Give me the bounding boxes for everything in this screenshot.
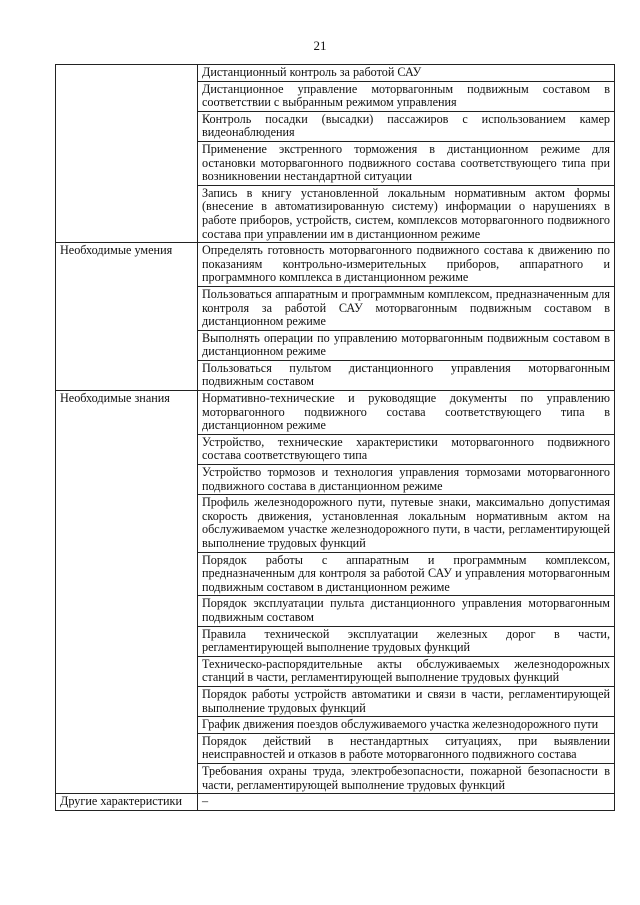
requirement-text: Определять готовность моторвагонного подвижного состава к движению по показаниям контрольно-измерительных приборов, аппаратного и программного комплекса в дистанционном режиме: [202, 243, 610, 285]
requirement-cell: [198, 465, 615, 495]
requirement-text: Применение экстренного торможения в дистанционном режиме для остановки моторвагонного подвижного состава соответствующего типа при возникновении нестандартной ситуации: [202, 141, 610, 184]
table-row: [56, 65, 615, 82]
section-label-cell: [56, 794, 198, 811]
requirement-text: Запись в книгу установленной локальным нормативным актом формы (внесение в автоматизированную систему) информации о нарушениях в работе приборов, устройств, систем, комплексов моторвагонного подвижного состава при управлении им в дистанционном режиме: [202, 185, 610, 241]
requirement-cell: [198, 330, 615, 360]
requirement-text: Устройство тормозов и технология управления тормозами моторвагонного подвижного состава в дистанционном режиме: [202, 465, 610, 493]
requirement-text: Правила технической эксплуатации железных дорог в части, регламентирующей выполнение трудовых функций: [202, 626, 610, 655]
requirement-text: Порядок работы устройств автоматики и связи в части, регламентирующей выполнение трудовых функций: [202, 686, 610, 715]
requirement-text: График движения поездов обслуживаемого участка железнодорожного пути: [202, 717, 599, 732]
requirement-cell: [198, 65, 615, 82]
requirement-text: Пользоваться пультом дистанционного управления моторвагонным подвижным составом: [202, 360, 610, 389]
section-label-cell: [56, 391, 198, 794]
requirement-cell: [198, 656, 615, 686]
requirement-text: Нормативно-технические и руководящие документы по управлению моторвагонного подвижного состава соответствующего типа в дистанционном режиме: [202, 391, 610, 433]
requirement-text: Дистанционное управление моторвагонным подвижным составом в соответствии с выбранным режимом управления: [202, 81, 610, 110]
requirement-text: Порядок действий в нестандартных ситуациях, при выявлении неисправностей и отказов в работе моторвагонного подвижного состава: [202, 733, 610, 762]
section-label: Необходимые умения: [60, 243, 173, 258]
requirement-text: Пользоваться аппаратным и программным комплексом, предназначенным для контроля за работой САУ моторвагонным подвижным составом в дистанционном режиме: [202, 286, 610, 329]
requirement-text: Профиль железнодорожного пути, путевые знаки, максимально допустимая скорость движения, установленная локальным нормативным актом на обслуживаемом участке железнодорожного пути, в части, регламентирующей выполнение трудовых функций: [202, 495, 610, 550]
requirement-cell: [198, 733, 615, 763]
requirement-cell: [198, 686, 615, 716]
section-label: Другие характеристики: [60, 794, 182, 809]
table-row: [56, 794, 615, 811]
requirement-cell: [198, 243, 615, 287]
requirement-text: Порядок работы с аппаратным и программным комплексом, предназначенным для контроля за работой САУ и управления моторвагонным подвижным составом в дистанционном режиме: [202, 552, 610, 594]
requirement-text: Устройство, технические характеристики моторвагонного подвижного состава соответствующего типа: [202, 434, 610, 463]
requirement-cell: [198, 717, 615, 734]
requirement-cell: [198, 794, 615, 811]
table-row: [56, 243, 615, 287]
requirement-text: Техническо-распорядительные акты обслуживаемых железнодорожных станций в части, регламентирующей выполнение трудовых функций: [202, 656, 610, 685]
section-label-cell: [56, 243, 198, 391]
requirement-cell: [198, 111, 615, 141]
requirement-cell: [198, 763, 615, 793]
requirement-cell: [198, 495, 615, 552]
section-label: Необходимые знания: [60, 391, 170, 406]
requirement-text: Выполнять операции по управлению моторвагонным подвижным составом в дистанционном режиме: [202, 330, 610, 359]
section-label-cell: [56, 65, 198, 243]
requirement-cell: [198, 434, 615, 464]
requirements-table: [55, 64, 615, 811]
page-number: 21: [313, 38, 327, 53]
requirement-cell: [198, 360, 615, 390]
requirement-text: Дистанционный контроль за работой САУ: [202, 65, 422, 79]
requirement-cell: [198, 81, 615, 111]
requirement-cell: [198, 391, 615, 435]
requirement-cell: [198, 626, 615, 656]
requirement-cell: [198, 552, 615, 596]
requirement-cell: [198, 596, 615, 626]
requirement-cell: [198, 141, 615, 185]
requirement-cell: [198, 185, 615, 242]
table-row: [56, 391, 615, 435]
requirements-table-body: [56, 65, 615, 811]
requirement-text: Контроль посадки (высадки) пассажиров с использованием камер видеонаблюдения: [202, 111, 610, 140]
requirement-text: Требования охраны труда, электробезопасности, пожарной безопасности в части, регламентирующей выполнение трудовых функций: [202, 763, 610, 792]
requirement-text: Порядок эксплуатации пульта дистанционного управления моторвагонным подвижным составом: [202, 596, 610, 624]
requirement-text: –: [202, 794, 209, 809]
requirement-cell: [198, 286, 615, 330]
